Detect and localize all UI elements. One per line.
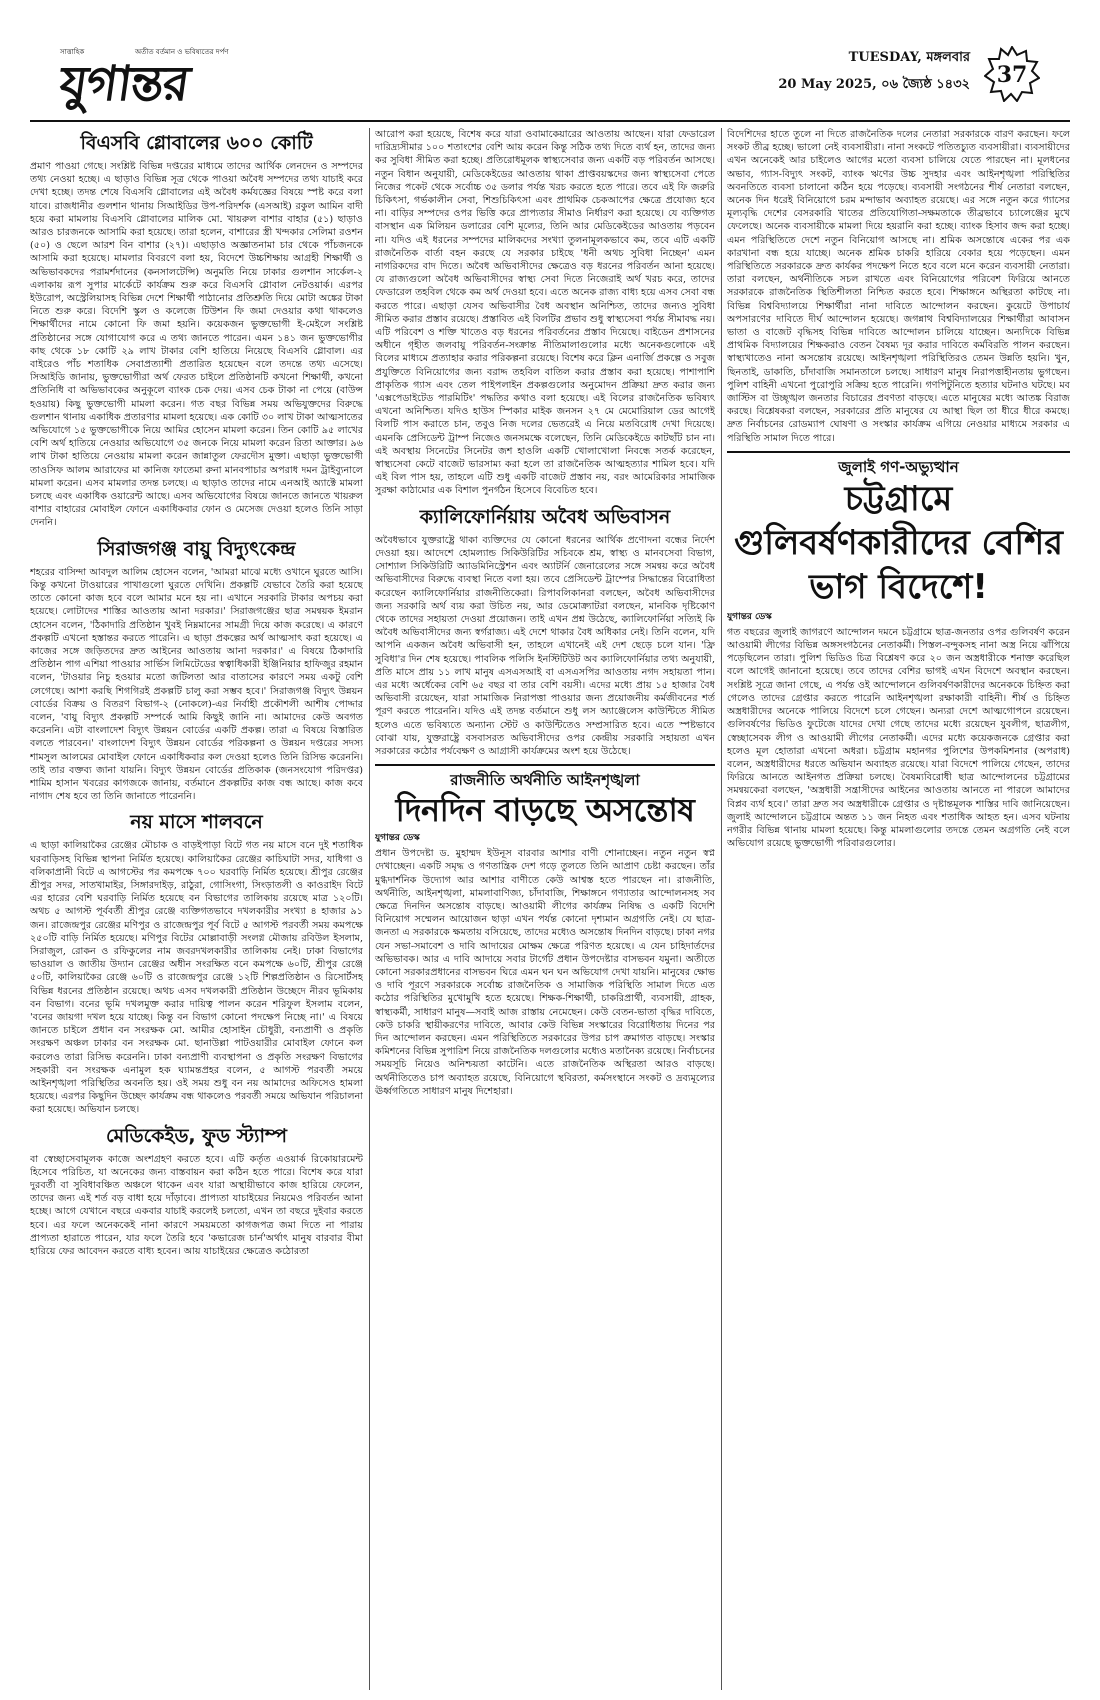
page-number-burst-icon <box>984 46 1040 102</box>
article-california <box>375 504 715 758</box>
article-discontent-cont <box>727 128 1070 445</box>
article-headline: মেডিকেইড, ফুড স্ট্যাম্প <box>105 1124 288 1147</box>
article-headline: নয় মাসে শালবনে <box>130 811 263 834</box>
logo-tag-left: সাত্তাহিক <box>60 48 85 56</box>
newspaper-name: যুগান্তর <box>56 56 193 112</box>
article-body: শহরের বাসিন্দা আবদুল আলিম হোসেন বলেন, 'আমরা মাঝে মধ্যে ওখানে ঘুরতে আসি। কিন্তু কখনো টাওয়ারের পাখাগুলো ঘুরতে দেখিনি। প্রকল্পটি যেভাবে তৈরি করা হয়েছে তাতে কোনো কাজ হবে বলে আমার মনে হয় না। এখানে সরকারি টাকার অপচয় করা হয়েছে। লোটাদের শাস্তির আওতায় আনা দরকার।' সিরাজগঞ্জের ছাত্র সমন্বয়ক ইমরান হোসেন বলেন, 'ঠিকাদারি প্রতিষ্ঠান খুবই নিম্নমানের সামগ্রী দিয়ে কাজ করেছে। এ কারণে প্রকল্পটি এখনো হস্তান্তর করতে পারেনি। এ ছাড়া প্রকল্পের অর্থ আত্মসাৎ করা হয়েছে। এ কাজের সঙ্গে জড়িতদের দ্রুত আইনের আওতায় আনা দরকার।' এ বিষয়ে ঠিকাদারি প্রতিষ্ঠান পাগ এশিয়া পাওয়ার সার্ভিস লিমিটেডের স্বত্বাধিকারী ইঞ্জিনিয়ার হাফিজুর রহমান বলেন, 'টাওয়ার নিচু হওয়ার মতো জটিলতা আর বাতাসের কারণে সময় একটু বেশি লেগেছে। আশা করছি শিগগিরই প্রকল্পটি চালু করা সম্ভব হবে।' সিরাজগঞ্জ বিদ্যুৎ উন্নয়ন বোর্ডের বিক্রয় ও বিতরণ বিভাগ-২ (নোকলে)-এর নির্বাহী প্রকৌশলী আশীষ পোদ্দার বলেন, 'বায়ু বিদ্যুৎ প্রকল্পটি সম্পর্কে আমি কিছুই জানি না। আমাদের কেউ অবগত করেননি। এটা বাংলাদেশ বিদ্যুৎ উন্নয়ন বোর্ডের একটি প্রকল্প। তারা এ বিষয়ে বিস্তারিত বলতে পারবেন।' বাংলাদেশ বিদ্যুৎ উন্নয়ন বোর্ডের পরিকল্পনা ও উন্নয়ন দপ্তরের সদস্য শামসুল আলমের মোবাইল ফোনে একাধিকবার কল দেওয়া হলেও তিনি রিসিভ করেননি। তাই তার বক্তব্য জানা যায়নি। বিদ্যুৎ উন্নয়ন বোর্ডের প্রতিকাক (জনসংযোগ পরিদপ্তর) শামিম হাসান খবরের কাগজকে জানায়, বর্তমানে প্রকল্পটির কাজ বন্ধ আছে। কাজ কবে নাগাদ শেষ হবে তা তিনি জানাতে পারেননি। <box>30 566 363 803</box>
article-headline: সিরাজগঞ্জ বায়ু বিদ্যুৎকেন্দ্র <box>97 537 296 560</box>
article-sirajganj-wind <box>30 536 363 804</box>
column-divider <box>721 128 722 1690</box>
article-body: বিদেশিদের হাতে তুলে না দিতে রাজনৈতিক দলের নেতারা সরকারকে বারণ করছেন। ফলে সংকট তীব্র হচ্ছে। ভালো নেই ব্যবসায়ীরা। নানা সংকটে পতিতচ্যুত ব্যবসায়ীরা। ব্যবসায়ীদের এখন অনেকেই আর চাইলেও আগের মতো ব্যবসা চালিয়ে যেতে পারছেন না। মূলধনের অভাব, গ্যাস-বিদ্যুৎ সংকট, ব্যাংক ঋণের উচ্চ সুদহার এবং আইনশৃঙ্খলা পরিস্থিতির অবনতিতে ব্যবসা চালানো কঠিন হয়ে পড়েছে। ব্যবসায়ী সংগঠনের শীর্ষ নেতারা বলছেন, অনেক দিন ধরেই বিনিয়োগে চরম মন্দাভাব অব্যাহত রয়েছে। এর সঙ্গে নতুন করে গ্যাসের মূল্যবৃদ্ধি দেশের বেসরকারি খাতের প্রতিযোগিতা-সক্ষমতাকে তীব্রভাবে চ্যালেঞ্জের মুখে ফেলেছে। অনেক ব্যবসায়ীকে মামলা দিয়ে হয়রানি করা হচ্ছে। ব্যাংক হিসাব জব্দ করা হচ্ছে। এমন পরিস্থিতিতে দেশে নতুন বিনিয়োগ আসছে না। শ্রমিক অসন্তোষে একের পর এক কারখানা বন্ধ হয়ে যাচ্ছে। অনেক শ্রমিক চাকরি হারিয়ে বেকার হয়ে পড়েছেন। এমন পরিস্থিতিতে সরকারকে দ্রুত কার্যকর পদক্ষেপ নিতে হবে বলে মনে করেন ব্যবসায়ী নেতারা। তারা বলছেন, অর্থনীতিকে সচল রাখতে এবং বিনিয়োগের পরিবেশ ফিরিয়ে আনতে সরকারকে রাজনৈতিক স্থিতিশীলতা নিশ্চিত করতে হবে। শিক্ষাঙ্গনে অস্থিরতা কাটছে না। বিভিন্ন বিশ্ববিদ্যালয়ে শিক্ষার্থীরা নানা দাবিতে আন্দোলন করছেন। কুয়েটে উপাচার্য অপসারণের দাবিতে দীর্ঘ আন্দোলন হয়েছে। জগন্নাথ বিশ্ববিদ্যালয়ের শিক্ষার্থীরা আবাসন ভাতা ও বাজেট বৃদ্ধিসহ বিভিন্ন দাবিতে আন্দোলন চালিয়ে যাচ্ছেন। অন্যদিকে বিভিন্ন প্রাথমিক বিদ্যালয়ের শিক্ষকরাও বেতন বৈষম্য দূর করার দাবিতে কর্মবিরতি পালন করছেন। স্বাস্থ্যখাতেও নানা অসন্তোষ রয়েছে। আইনশৃঙ্খলা পরিস্থিতিরও তেমন উন্নতি হয়নি। খুন, ছিনতাই, ডাকাতি, চাঁদাবাজি সমানতালে চলছে। সাধারণ মানুষ নিরাপত্তাহীনতায় ভুগছেন। পুলিশ বাহিনী এখনো পুরোপুরি সক্রিয় হতে পারেনি। গণপিটুনিতে হত্যার ঘটনাও ঘটছে। মব জাস্টিস বা উচ্ছৃঙ্খল জনতার বিচারের প্রবণতা বাড়ছে। এতে মানুষের মধ্যে আতঙ্ক বিরাজ করছে। বিশ্লেষকরা বলছেন, সরকারের প্রতি মানুষের যে আস্থা ছিল তা ধীরে ধীরে কমছে। দ্রুত নির্বাচনের রোডম্যাপ ঘোষণা ও সংস্কার কার্যক্রম এগিয়ে নেওয়ার মাধ্যমে সরকার এ পরিস্থিতি সামাল দিতে পারে। <box>727 129 1070 444</box>
column-3 <box>727 128 1070 1690</box>
article-body: আরোপ করা হয়েছে, বিশেষ করে যারা ওবামাকেয়ারের আওতায় আছেন। যারা ফেডারেল দারিদ্র্যসীমার ১০০ শতাংশের বেশি আয় করেন কিন্তু সঠিক তথ্য দিতে ব্যর্থ হন, তাদের জন্য কর সুবিধা সীমিত করা হচ্ছে। প্রতিরোধমূলক স্বাস্থ্যসেবার জন্য একটি বড় পরিবর্তন আসছে। নতুন বিধান অনুযায়ী, মেডিকেইডের আওতায় থাকা প্রাপ্তবয়স্কদের জন্য স্বাস্থ্যসেবা পেতে নিজের পকেট থেকে সর্বোচ্চ ৩৫ ডলার পর্যন্ত খরচ করতে হতে পারে। তবে এই ফি জরুরি চিকিৎসা, গর্ভকালীন সেবা, শিশুচিকিৎসা এবং প্রাথমিক চেকআপের ক্ষেত্রে প্রযোজ্য হবে না। বাড়ির সম্পদের ওপর ভিত্তি করে প্রাপ্যতার সীমাও নির্ধারণ করা হয়েছে। যে ব্যক্তিগত বাসস্থান এক মিলিয়ন ডলারের বেশি মূল্যের, তিনি আর মেডিকেইডের আওতায় পড়বেন না। যদিও এই ধরনের সম্পদের মালিকদের সংখ্যা তুলনামূলকভাবে কম, তবে এটি একটি রাজনৈতিক বার্তা বহন করছে যে সরকার চাইছে 'ধনী অথচ সুবিধা নিচ্ছেন' এমন নাগরিকদের বাদ দিতে। অবৈধ অভিবাসীদের ক্ষেত্রেও বড় ধরনের পরিবর্তন আনা হয়েছে। যে রাজ্যগুলো অবৈধ অভিবাসীদের স্বাস্থ্য সেবা দিতে নিজেরাই অর্থ খরচ করে, তাদের ফেডারেল তহবিল থেকে কম অর্থ দেওয়া হবে। এতে অনেক রাজ্য বাধ্য হয়ে এসব সেবা বন্ধ করতে পারে। এছাড়া যেসব অভিবাসীর বৈধ অবস্থান অনিশ্চিত, তাদের জন্যও সুবিধা সীমিত করার প্রস্তাব রয়েছে। প্রস্তাবিত এই বিলটির প্রভাব শুধু স্বাস্থ্যসেবা পর্যন্ত সীমাবদ্ধ নয়। এটি পরিবেশ ও শক্তি খাতেও বড় ধরনের পরিবর্তনের প্রস্তাব দিয়েছে। বাইডেন প্রশাসনের অধীনে গৃহীত জলবায়ু পরিবর্তন-সংক্রান্ত নীতিমালাগুলোর মধ্যে অনেকগুলোকে এই বিলের মাধ্যমে প্রত্যাহার করার পরিকল্পনা রয়েছে। বিশেষ করে ক্লিন এনার্জি প্রকল্পে ও সবুজ প্রযুক্তিতে বিনিয়োগের জন্য বরাদ্দ তহবিল বাতিল করার প্রস্তাব করা হয়েছে। পাশাপাশি প্রাকৃতিক গ্যাস এবং তেল পাইপলাইন প্রকল্পগুলোর অনুমোদন প্রক্রিয়া দ্রুত করার জন্য 'এক্সপেডাইটেড পারমিটিং' পদ্ধতির কথাও বলা হয়েছে। এই বিলের রাজনৈতিক ভবিষ্যৎ এখনো অনিশ্চিত। যদিও হাউস স্পিকার মাইক জনসন ২৭ মে মেমোরিয়াল ডের আগেই বিলটি পাস করাতে চান, তবুও নিজ দলের ভেতরেই এ নিয়ে মতবিরোধ দেখা দিয়েছে। এমনকি প্রেসিডেন্ট ট্রাম্প নিজেও জনসমক্ষে বলেছেন, তিনি মেডিকেইডে কাটছাঁট চান না। এই অবস্থায় সিনেটের সিনেটর জশ হাওলি একটি খোলাখোলা নিবন্ধে সতর্ক করেছেন, স্বাস্থ্যসেবা কেটে বাজেট ভারসাম্য করা হলে তা রাজনৈতিক আত্মহত্যার শামিল হবে। যদি এই বিল পাস হয়, তাহলে এটি শুধু একটি বাজেট প্রস্তাব নয়, বরং আমেরিকার সামাজিক সুরক্ষা কাঠামোর এক বিশাল পুনর্গঠন হিসেবে বিবেচিত হবে। <box>375 129 715 497</box>
article-body: প্রমাণ পাওয়া গেছে। সংশ্লিষ্ট বিভিন্ন দপ্তরের মাধ্যমে তাদের আর্থিক লেনদেন ও সম্পদের তথ্য নেওয়া হচ্ছে। এ ছাড়াও বিভিন্ন সূত্র থেকে পাওয়া অবৈধ সম্পদের তথ্য যাচাই করে দেখা হচ্ছে। তদন্ত শেষে বিএসবি গ্লোবালের এই অবৈধ কর্মযজ্ঞের বিষয়ে স্পষ্ট করে বলা যাবে। রাজধানীর গুলশান থানায় সিআইডির উপ-পরিদর্শক (এসআই) রকুল আমিন বাদী হয়ে করা মামলায় বিএসবি গ্লোবালের মালিক মো. খায়রুল বাশার বাহার (৫১) ছাড়াও আরও চারজনকে আসামি করা হয়েছে। তারা হলেন, বাশারের স্ত্রী খন্দকার সেলিমা রওশন (৫০) ও ছেলে আরশ বিন বাশার (২৭)। এছাড়াও অজ্ঞাতনামা চার থেকে পাঁচজনকে আসামি করা হয়েছে। মামলার বিবরণে বলা হয়, বিদেশে উচ্চশিক্ষায় আগ্রহী শিক্ষার্থী ও অভিভাবকদের পরামর্শদানের (কনসালটেন্সি) অনুমতি নিয়ে ঢাকার গুলশান সার্কেল-২ এলাকায় রূপ সুপার মার্কেটে কার্যক্রম শুরু করে বিএসবি গ্লোবাল নেটওয়ার্ক। এরপর ইউরোপ, অস্ট্রেলিয়াসহ বিভিন্ন দেশে শিক্ষার্থী পাঠানোর প্রতিশ্রুতি দিয়ে মোটা অঙ্কের টাকা নিতে শুরু করে। বিদেশি স্কুল ও কলেজে টিউশন ফি জমা দেওয়ার কথা থাকলেও শিক্ষার্থীদের নামে কোনো ফি জমা হয়নি। কয়েকজন ভুক্তভোগী ই-মেইলে সংশ্লিষ্ট প্রতিষ্ঠানের সঙ্গে যোগাযোগ করে এ তথ্য জানতে পারেন। এমন ১৪১ জন ভুক্তভোগীর কাছ থেকে ১৮ কোটি ২৯ লাখ টাকার বেশি হাতিয়ে নিয়েছে বিএসবি গ্লোবাল। এর বাইরেও পাঁচ শতাধিক সেবাপ্রত্যাশী প্রতারিত হয়েছেন বলে তদন্তে তথ্য এসেছে। সিআইডি জানায়, ভুক্তভোগীরা অর্থ ফেরত চাইলে প্রতিষ্ঠানটি কখনো শিক্ষার্থী, কখনো প্রতিনিধি বা অভিভাবকের অনুকূলে ব্যাংক চেক দেয়। এসব চেক টাকা না পেয়ে (বাউন্স হওয়ায়) কিছু ভুক্তভোগী মামলা করেন। গত বছর বিভিন্ন সময় অভিযুক্তদের বিরুদ্ধে গুলশান থানায় একাধিক প্রতারণার মামলা হয়েছে। এক কোটি ৩০ লাখ টাকা আত্মসাতের অভিযোগে ১৫ ভুক্তভোগীকে নিয়ে আমির হোসেন মামলা করেন। তিন কোটি ৯৫ লাখের বেশি অর্থ হাতিয়ে নেওয়ার অভিযোগে ৩৫ জনকে নিয়ে মামলা করেন রিতা আক্তার। ৯৬ লাখ টাকা হাতিয়ে নেওয়ায় মামলা করেন জান্নাতুল ফেরদৌস মুক্তা। এছাড়া ভুক্তভোগী তাওসিফ আলম আরাফের মা কানিজ ফাতেমা রুনা মানবপাচার অপরাধ দমন ট্রাইব্যুনালে মামলা করেন। এসব মামলার তদন্ত চলছে। এ ছাড়াও তাদের নামে এনআই অ্যাক্টে মামলা চলছে এবং একাধিক ওয়ারেন্ট আছে। এসব অভিযোগের বিষয়ে জানতে জানতে খায়রুল বাশার বাহারের মোবাইল ফোনে একাধিকবার ফোন ও মেসেজ দেওয়া হলেও তিনি সাড়া দেননি। <box>30 161 363 529</box>
article-byline: যুগান্তর ডেস্ক <box>727 611 772 622</box>
logo-tag-right: অতীত বর্তমান ও ভবিষ্যতের দর্পণ <box>135 48 229 56</box>
masthead-rule <box>30 120 1070 122</box>
article-body: গত বছরের জুলাই জাগরণে আন্দোলন দমনে চট্টগ্রামে ছাত্র-জনতার ওপর গুলিবর্ষণ করেন আওয়ামী লীগের বিভিন্ন অঙ্গসংগঠনের নেতাকর্মী। পিস্তল-বন্দুকসহ নানা অস্ত্র নিয়ে ঝাঁপিয়ে পড়েছিলেন তারা। পুলিশ ভিডিও চিত্র বিশ্লেষণ করে ২০ জন অস্ত্রধারীকে শনাক্ত করেছিল বলে আগেই জানানো হয়েছে। তবে তাদের বেশির ভাগই এখন বিদেশে অবস্থান করছেন। সংশ্লিষ্ট সূত্রে জানা গেছে, এ পর্যন্ত ওই আন্দোলনে গুলিবর্ষণকারীদের অনেককে চিহ্নিত করা গেলেও তাদের গ্রেপ্তার করতে পারেনি আইনশৃঙ্খলা রক্ষাকারী বাহিনী। শীর্ষ ও চিহ্নিত অস্ত্রধারীদের অনেকে পালিয়ে বিদেশে চলে গেছেন। অন্যরা দেশে আত্মগোপনে রয়েছেন। গুলিবর্ষণের ভিডিও ফুটেজে যাদের দেখা গেছে তাদের মধ্যে রয়েছেন যুবলীগ, ছাত্রলীগ, স্বেচ্ছাসেবক লীগ ও আওয়ামী লীগের নেতাকর্মী। এদের মধ্যে কয়েকজনকে গ্রেপ্তার করা হলেও মূল হোতারা এখনো অধরা। চট্টগ্রাম মহানগর পুলিশের উপকমিশনার (অপরাধ) বলেন, অস্ত্রধারীদের ধরতে অভিযান অব্যাহত রয়েছে। যারা বিদেশে পালিয়ে গেছেন, তাদের ফিরিয়ে আনতে আইনগত প্রক্রিয়া চলছে। বৈষম্যবিরোধী ছাত্র আন্দোলনের চট্টগ্রামের সমন্বয়কেরা বলছেন, 'অস্ত্রধারী সন্ত্রাসীদের আইনের আওতায় আনতে না পারলে আমাদের বিপ্লব ব্যর্থ হবে।' তারা দ্রুত সব অস্ত্রধারীকে গ্রেপ্তার ও দৃষ্টান্তমূলক শাস্তির দাবি জানিয়েছেন। জুলাই আন্দোলনে চট্টগ্রামে অন্তত ১১ জন নিহত এবং শতাধিক আহত হন। এসব ঘটনায় নগরীর বিভিন্ন থানায় মামলা হয়েছে। কিন্তু মামলাগুলোর তদন্তে তেমন অগ্রগতি নেই বলে অভিযোগ রয়েছে ভুক্তভোগী পরিবারগুলোর। <box>727 626 1070 850</box>
newspaper-logo <box>56 42 390 114</box>
masthead <box>30 42 1070 118</box>
article-kicker: রাজনীতি অর্থনীতি আইনশৃঙ্খলা <box>450 771 640 790</box>
article-byline: যুগান্তর ডেস্ক <box>375 833 420 844</box>
article-medicaid <box>30 1123 363 1259</box>
dateline-day: TUESDAY, মঙ্গলবার <box>848 50 970 65</box>
article-chattogram <box>727 451 1070 850</box>
article-body: প্রধান উপদেষ্টা ড. মুহাম্মদ ইউনূস বারবার আশার বাণী শোনাচ্ছেন। নতুন নতুন স্বপ্ন দেখাচ্ছেন। একটি সমৃদ্ধ ও গণতান্ত্রিক দেশ গড়ে তুলতে তিনি আপ্রাণ চেষ্টা করছেন। তাঁর মুগ্ধদার্শনিক উদ্যোগ আর আশার বাণীতে কেউ আশ্বস্ত হতে পারছেন না। রাজনীতি, অর্থনীতি, আইনশৃঙ্খলা, মামলাবাণিজ্য, চাঁদাবাজি, শিক্ষাঙ্গনে গণ্যাতার আন্দোলনসহ সব ক্ষেত্রে দিনদিন অসন্তোষ বাড়ছে। আওয়ামী লীগের কার্যক্রম নিষিদ্ধ ও একটি বিদেশি বিনিয়োগ সম্মেলন আয়োজন ছাড়া এখন পর্যন্ত কোনো দৃশ্যমান অগ্রগতি নেই। যে ছাত্র-জনতা এ সরকারকে ক্ষমতায় বসিয়েছে, তাদের মধ্যেও অসন্তোষ দিনদিন বাড়ছে। ঢাকা নগর যেন সভা-সমাবেশ ও দাবি আদায়ের মোক্ষম ক্ষেত্রে পরিণত হয়েছে। এ যেন চাহিদার্তদের অভিভাবক। আর এ দাবি আদায়ে সবার টার্গেট প্রধান উপদেষ্টার বাসভবন যমুনা। অতীতে কোনো সরকারপ্রধানের বাসভবন ঘিরে এমন ঘন ঘন অভিযোগ দেখা যায়নি। মানুষের ক্ষোভ ও দাবি পূরণে সরকারকে সর্বোচ্চ রাজনৈতিক ও সামাজিক পরিস্থিতি সামাল দিতে এত কঠোর পরিস্থিতির মুখোমুখি হতে হয়েছে। শিক্ষক-শিক্ষার্থী, চাকরিপ্রার্থী, ব্যবসায়ী, গ্রাহক, স্বাস্থ্যকর্মী, সাধারণ মানুষ—সবাই আজ রাস্তায় নেমেছেন। কেউ বেতন-ভাতা বৃদ্ধির দাবিতে, কেউ চাকরি স্থায়ীকরণের দাবিতে, আবার কেউ বিভিন্ন সংস্কারের বিরোধিতায় দিনের পর দিন আন্দোলন করছেন। এমন পরিস্থিতিতে সরকারের উপর চাপ ক্রমাগত বাড়ছে। সংস্কার কমিশনের বিভিন্ন সুপারিশ নিয়ে রাজনৈতিক দলগুলোর মধ্যেও মতানৈক্য রয়েছে। নির্বাচনের সময়সূচি নিয়েও অনিশ্চয়তা কাটেনি। এতে রাজনৈতিক অস্থিরতা আরও বাড়ছে। অর্থনীতিতেও চাপ অব্যাহত রয়েছে, বিনিয়োগে স্থবিরতা, কর্মসংস্থানে সংকট ও দ্রব্যমূল্যের ঊর্ধ্বগতিতে সাধারণ মানুষ দিশেহারা। <box>375 848 715 1097</box>
dateline-date: 20 May 2025, ০৬ জ্যৈষ্ঠ ১৪৩২ <box>778 77 970 92</box>
article-bsb-global <box>30 130 363 530</box>
dateline <box>778 48 970 96</box>
article-medicaid-cont <box>375 128 715 498</box>
article-body: অবৈধভাবে যুক্তরাষ্ট্রে থাকা ব্যক্তিদের যে কোনো ধরনের আর্থিক প্রণোদনা বন্ধের নির্দেশ দেওয়া হয়। আদেশে হোমল্যান্ড সিকিউরিটির সচিবকে শ্রম, স্বাস্থ্য ও মানবসেবা বিভাগ, সোশ্যাল সিকিউরিটি অ্যাডমিনিস্ট্রেশন এবং অ্যাটর্নি জেনারেলের সঙ্গে সমন্বয় করে অবৈধ অভিবাসীদের বিরুদ্ধে ব্যবস্থা নিতে বলা হয়। তবে প্রেসিডেন্ট ট্রাম্পের সিদ্ধান্তের বিরোধিতা করেছেন ক্যালিফোর্নিয়ার রাজনীতিকেরা। রিপাবলিকানরা বলছেন, অবৈধ অভিবাসীদের জন্য সরকারি অর্থ ব্যয় করা উচিত নয়, আর ডেমোক্র্যাটরা বলছেন, মানবিক দৃষ্টিকোণ থেকে তাদের সহায়তা দেওয়া প্রয়োজন। তাই এখন প্রশ্ন উঠেছে, ক্যালিফোর্নিয়া সত্যিই কি অবৈধ অভিবাসীদের জন্য স্বর্গরাজ্য। এই দেশে থাকার বৈধ অধিকার নেই। তিনি বলেন, যদি আপনি একজন অবৈধ অভিবাসী হন, তাহলে এখানেই এই দেশ ছেড়ে চলে যান। 'ফ্রি সুবিধা'র দিন শেষ হয়েছে। পাবলিক পলিসি ইনস্টিটিউট অব ক্যালিফোর্নিয়ার তথ্য অনুযায়ী, প্রতি মাসে প্রায় ১১ লাখ মানুষ এসএসআই বা এসএসপির আওতায় নগদ সহায়তা পান। এর মধ্যে অর্ধেকের বেশি ৬৫ বছর বা তার বেশি বয়সী। এদের মধ্যে প্রায় ১৫ হাজার বৈধ অভিবাসী রয়েছেন, যারা সামাজিক নিরাপত্তা পাওয়ার জন্য প্রয়োজনীয় কর্মজীবনের শর্ত পূরণ করতে পারেননি। যদিও এই তদন্ত বর্তমানে শুধু লস অ্যাঞ্জেলেস কাউন্টিতে সীমিত হলেও এতে ভবিষ্যতে অন্যান্য স্টেট ও কাউন্টিতেও সম্প্রসারিত হবে। এতে স্পষ্টভাবে বোঝা যায়, যুক্তরাষ্ট্রে বসবাসরত অভিবাসীদের ওপর কেন্দ্রীয় সরকারি সহায়তা এখন সরকারের কঠোর পর্যবেক্ষণ ও আগ্রাসী কার্যক্রমের অংশ হয়ে উঠেছে। <box>375 534 715 757</box>
article-body: বা স্বেচ্ছাসেবামূলক কাজে অংশগ্রহণ করতে হবে। এটি কর্তৃত এওয়ার্ক রিকোয়ারমেন্ট হিসেবে পরিচিত, যা অনেকের জন্য বাস্তবায়ন করা কঠিন হতে পারে। বিশেষ করে যারা দুরবর্তী বা সুবিধাবঞ্চিত অঞ্চলে থাকেন এবং যারা অস্থায়ীভাবে কাজ হারিয়ে ফেলেন, তাদের জন্য এই শর্ত বড় বাধা হয়ে দাঁড়াবে। প্রাপ্যতা যাচাইয়ের নিয়মেও পরিবর্তন আনা হচ্ছে। আগে যেখানে বছরে একবার যাচাই করলেই চলতো, এখন তা বছরে দুইবার করতে হবে। এর ফলে অনেককেই নানা কারণে সময়মতো কাগজপত্র জমা দিতে না পারায় প্রাপ্যতা হারাতে পারেন, যার ফলে তৈরি হবে 'কভারেজ চার্ন'অর্থাৎ মানুষ বারবার বীমা হারিয়ে ফের আবেদন করতে বাধ্য হবেন। আয় যাচাইয়ের ক্ষেত্রেও কঠোরতা <box>30 1153 363 1258</box>
article-kicker: জুলাই গণ-অভ্যুত্থান <box>838 457 959 476</box>
article-headline: ক্যালিফোর্নিয়ায় অবৈধ অভিবাসন <box>419 505 671 528</box>
article-headline: চট্টগ্রামে গুলিবর্ষণকারীদের বেশির ভাগ বিদেশে! <box>734 478 1063 607</box>
column-1 <box>30 128 363 1690</box>
article-shalbon <box>30 809 363 1116</box>
column-2 <box>375 128 715 1690</box>
article-headline: দিনদিন বাড়ছে অসন্তোষ <box>395 791 695 830</box>
article-body: এ ছাড়া কালিয়াকৈর রেঞ্জের মৌচাক ও বাড়ইপাড়া বিটে গত নয় মাসে বনে দুই শতাধিক ঘরবাড়িসহ বিভিন্ন স্থাপনা নির্মিত হয়েছে। কালিয়াকৈর রেঞ্জের কাচিঘাটা সদর, যাধিগা ও বলিকাপ্রানী বিটে এ আগস্টের পর কমপক্ষে ৭০০ ঘরবাড়ি নির্মিত হয়েছে। শ্রীপুর রেঞ্জের শ্রীপুর সদর, সাতখামাইর, সিঙ্গারদাইড়, রাঠুরা, গোসিংগা, সিংড়াতলী ও কাওরাইদ বিটে এর হারের বেশি ঘরবাড়ি নির্মিত হয়েছে বন বিভাগের তালিকায় রয়েছে মাত্র ১২০টি। অথচ ৫ আগস্ট পূর্ববর্তী শ্রীপুর রেঞ্জে ব্যক্তিগতভাবে দখলকারীর সংখ্যা ৪ হাজার ৯১ জন। রাজেন্দ্রপুর রেঞ্জের মণিপুর ও রাজেন্দ্রপুর পূর্ব বিটে ৫ আগস্ট পরবর্তী সময় কমপক্ষে ২৫০টি বাড়ি নির্মিত হয়েছে। মণিপুর বিটের মোল্লাবাড়ী সংলগ্ন মৌজায় রবিউল ইসলাম, সিরাজুল, রোকন ও রফিকুলের নাম জবরদখলকারীর তালিকায় নেই। ঢাকা বিভাগের ভাওয়াল ও জাতীয় উদ্যান রেঞ্জের অধীন সংরক্ষিত বনে কমপক্ষে ৬০টি, শ্রীপুর রেঞ্জে ৫০টি, কালিয়াকৈর রেঞ্জে ৬০টি ও রাজেন্দ্রপুর রেঞ্জে ১২টি শিল্পপ্রতিষ্ঠান ও রিসোর্টসহ বিভিন্ন ধরনের প্রতিষ্ঠান রয়েছে। অথচ এসব দখলকারী প্রতিষ্ঠান উচ্ছেদে নীরব ভূমিকায় বন বিভাগ। বনের ভূমি দখলমুক্ত করার দায়িত্ব পালন করেন শরিফুল ইসলাম বলেন, 'বনের জায়গা দখল হয়ে যাচ্ছে। কিন্তু বন বিভাগ কোনো পদক্ষেপ নিচ্ছে না।' এ বিষয়ে জানতে চাইলে প্রধান বন সংরক্ষক মো. আমীর হোসাইন চৌধুরী, বন্যপ্রাণী ও প্রকৃতি সংরক্ষণ অঞ্চল ঢাকার বন সংরক্ষক মো. ছানাউল্লা পাটওয়ারীর মোবাইল ফোনে কল করলেও তারা রিসিভ করেননি। ঢাকা বন্যপ্রাণী ব্যবস্থাপনা ও প্রকৃতি সংরক্ষণ বিভাগের সহকারী বন সংরক্ষক এনামুল হক ঘ্যামন্তপ্রহর বলেন, ৫ আগস্ট পরবর্তী সময়ে আইনশৃঙ্খলা পরিস্থিতির অবনতি হয়। ওই সময় শুধু বন নয় আমাদের অফিসেও হামলা হয়েছে। এরপর কিছুদিন উচ্ছেদ কার্যক্রম বন্ধ থাকলেও পরবর্তী সময়ে অভিযান পরিচালনা করা হয়েছে। অভিযান চলছে। <box>30 840 363 1116</box>
column-divider <box>369 128 370 1690</box>
article-headline: বিএসবি গ্লোবালের ৬০০ কোটি <box>80 132 313 154</box>
page-number-badge <box>984 46 1040 102</box>
page-number: 37 <box>996 62 1028 88</box>
article-discontent <box>375 764 715 1098</box>
